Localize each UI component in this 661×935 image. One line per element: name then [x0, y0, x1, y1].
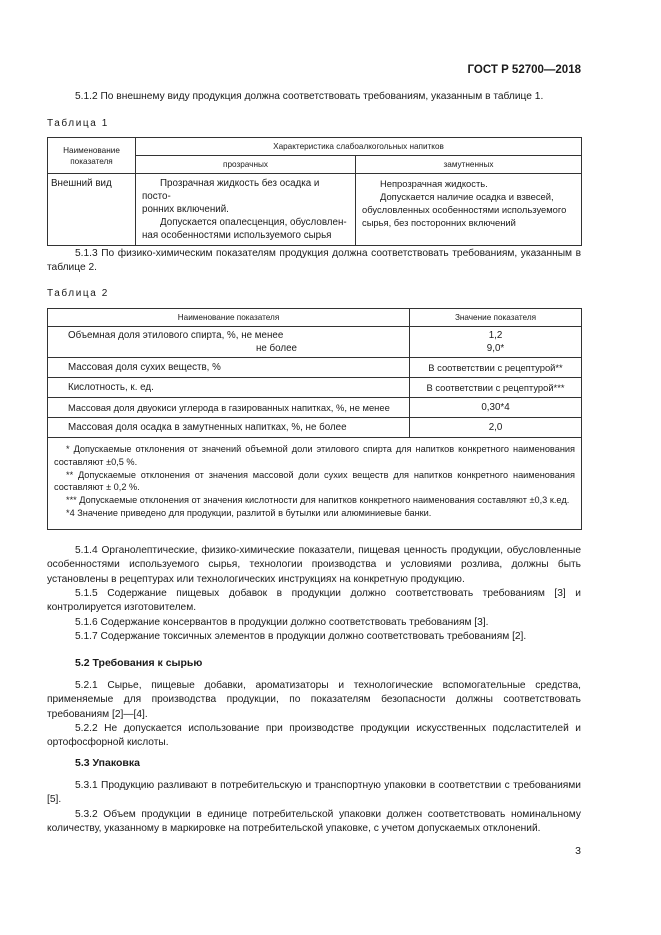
table-row: [48, 418, 582, 438]
table1-turbid-line: сырья, без посторонних включений: [362, 217, 516, 228]
table1-clear-line: ронних включений.: [142, 204, 229, 215]
table1-caption: Таблица 1: [47, 118, 109, 129]
table1-header-name: Наименование показателя: [48, 138, 136, 174]
paragraph-5-1-7: 5.1.7 Содержание токсичных элементов в продукции должно соответствовать требованиям [2].: [75, 631, 527, 642]
table2-row-value: 1,2: [488, 330, 503, 341]
table-2: [47, 308, 582, 530]
paragraph-5-1-5: 5.1.5 Содержание пищевых добавок в продукции должно соответствовать требованиям [3] и контролируется изготовителем.: [47, 588, 581, 614]
table2-header-value: Значение показателя: [410, 309, 582, 327]
table1-clear-line: Допускается опалесценция, обусловлен-: [160, 217, 347, 228]
table2-row-value: В соответствии с рецептурой***: [410, 378, 582, 398]
document-header: ГОСТ Р 52700—2018: [467, 64, 581, 76]
table1-turbid-cell: [356, 174, 582, 246]
table1-turbid-line: Допускается наличие осадка и взвесей,: [380, 191, 554, 202]
paragraph-5-1-2: 5.1.2 По внешнему виду продукция должна соответствовать требованиям, указанным в таблице 1.: [75, 91, 544, 102]
table2-note: *4 Значение приведено для продукции, разлитой в бутылки или алюминиевые банки.: [66, 507, 432, 518]
paragraph-5-1-4: 5.1.4 Органолептические, физико-химические показатели, пищевая ценность продукции, обусловленные особенностями используемого сырья, технологии производства и условиями розлива, должны быть установлены в рецептурах или технологических инструкциях на конкретную продукцию.: [47, 545, 581, 585]
paragraph-5-3-2: 5.3.2 Объем продукции в единице потребительской упаковки должен соответствовать номинальному количеству, указанному в маркировке на потребительской упаковке, с учетом допускаемых отклонений.: [47, 809, 581, 835]
table2-row-name: Объемная доля этилового спирта, %, не менее: [68, 330, 284, 341]
table2-row-name: Массовая доля сухих веществ, %: [48, 358, 410, 378]
table-row: [48, 358, 582, 378]
table-row: [48, 378, 582, 398]
paragraph-5-1-3: 5.1.3 По физико-химическим показателям продукция должна соответствовать требованиям, указанным в таблице 2.: [47, 248, 581, 274]
paragraph-5-1-6: 5.1.6 Содержание консервантов в продукции должно соответствовать требованиям [3].: [75, 617, 489, 628]
section-title-5-2: 5.2 Требования к сырью: [75, 657, 203, 669]
table2-row-value: 2,0: [410, 418, 582, 438]
table-1: [47, 137, 582, 246]
table2-header-name: Наименование показателя: [48, 309, 410, 327]
table1-header-turbid: замутненных: [356, 156, 582, 174]
table1-clear-cell: [136, 174, 356, 246]
table1-header-clear: прозрачных: [136, 156, 356, 174]
table-row: [48, 398, 582, 418]
table2-note: *** Допускаемые отклонения от значения кислотности для напитков конкретного наименования составляют ±0,3 к.ед.: [66, 495, 570, 506]
table2-notes: [48, 438, 582, 530]
table1-clear-line: Прозрачная жидкость без осадка и посто-: [142, 178, 320, 202]
paragraph-5-3-1: 5.3.1 Продукцию разливают в потребительскую и транспортную упаковки в соответствии с требованиями [5].: [47, 780, 581, 806]
table2-row-value: В соответствии с рецептурой**: [410, 358, 582, 378]
table1-turbid-line: Непрозрачная жидкость.: [380, 178, 488, 189]
table2-caption: Таблица 2: [47, 288, 109, 299]
table2-row-value: 0,30*4: [410, 398, 582, 418]
table2-row-name-2: не более: [255, 343, 297, 354]
table1-clear-line: ная особенностями используемого сырья: [142, 230, 332, 241]
table2-note: ** Допускаемые отклонения от значения массовой доли сухих веществ для напитков конкретного наименования составляют ± 0,2 %.: [54, 469, 575, 493]
table-row: [48, 327, 582, 358]
paragraph-5-2-1: 5.2.1 Сырье, пищевые добавки, ароматизаторы и технологические вспомогательные средства, применяемые для производства продукции, по показателям безопасности должны соответствовать требованиям [2]—[4].: [47, 680, 581, 720]
table1-header-group: Характеристика слабоалкогольных напитков: [136, 138, 582, 156]
table1-row-name: Внешний вид: [48, 174, 136, 246]
paragraph-5-2-2: 5.2.2 Не допускается использование при производстве продукции искусственных подсластителей и ортофосфорной кислоты.: [47, 723, 581, 749]
table2-row-name: Кислотность, к. ед.: [48, 378, 410, 398]
table2-row-value-2: 9,0*: [486, 343, 505, 354]
page-number: 3: [575, 845, 581, 857]
table2-row-name: Массовая доля двуокиси углерода в газированных напитках, %, не менее: [48, 398, 410, 418]
table1-turbid-line: обусловленных особенностями используемого: [362, 204, 567, 215]
table2-row-name: Массовая доля осадка в замутненных напитках, %, не более: [48, 418, 410, 438]
table2-note: * Допускаемые отклонения от значений объемной доли этилового спирта для напитков конкретного наименования составляют ±0,5 %.: [54, 444, 575, 467]
section-title-5-3: 5.3 Упаковка: [75, 757, 140, 769]
